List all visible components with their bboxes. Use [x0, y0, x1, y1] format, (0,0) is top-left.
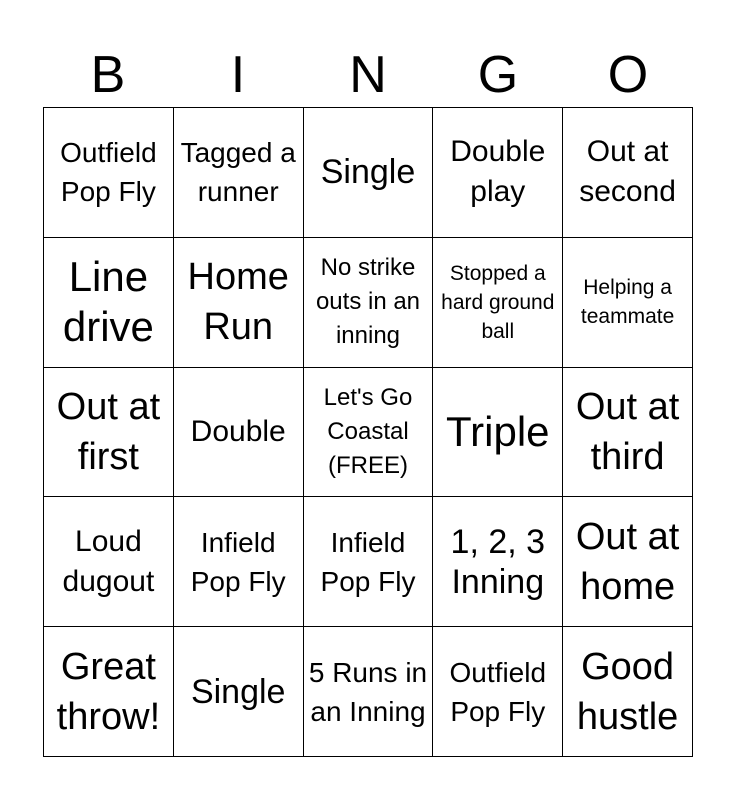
cell-label: Outfield Pop Fly	[60, 137, 157, 208]
bingo-cell[interactable]	[174, 108, 304, 238]
header-letter-n: N	[349, 46, 387, 104]
cell-label: Let's Go Coastal (FREE)	[323, 383, 413, 479]
cell-label: Out at third	[575, 385, 680, 478]
cell-label: Stopped a hard ground ball	[441, 261, 555, 343]
header-letter-i: I	[230, 46, 246, 104]
bingo-cell[interactable]	[433, 368, 563, 498]
bingo-cell[interactable]	[563, 627, 693, 757]
cell-label: Tagged a runner	[180, 137, 296, 208]
bingo-cell[interactable]	[44, 627, 174, 757]
bingo-cell[interactable]	[304, 108, 434, 238]
cell-label: Infield Pop Fly	[190, 526, 286, 597]
cell-label: Triple	[446, 407, 550, 455]
cell-label: Double play	[450, 135, 546, 209]
cell-label: 1, 2, 3 Inning	[450, 522, 546, 601]
cell-label: Outfield Pop Fly	[449, 656, 547, 727]
header-letter-g: G	[477, 46, 519, 104]
cell-label: Out at home	[575, 515, 680, 608]
header-letter-b: B	[90, 46, 126, 104]
bingo-cell[interactable]	[304, 627, 434, 757]
bingo-cell[interactable]	[304, 368, 434, 498]
cell-label: Out at second	[579, 135, 676, 209]
bingo-cell[interactable]	[433, 497, 563, 627]
cell-label: Infield Pop Fly	[320, 526, 416, 597]
bingo-cell[interactable]	[433, 108, 563, 238]
bingo-cell[interactable]	[563, 108, 693, 238]
bingo-cell[interactable]	[44, 108, 174, 238]
cell-label: 5 Runs in an Inning	[308, 656, 428, 727]
bingo-cell[interactable]	[304, 238, 434, 368]
bingo-header	[43, 44, 693, 106]
cell-label: Single	[190, 672, 286, 711]
bingo-cell[interactable]	[563, 368, 693, 498]
cell-label: Double	[190, 414, 286, 448]
bingo-cell[interactable]	[44, 238, 174, 368]
cell-label: Home Run	[187, 256, 289, 349]
bingo-cell[interactable]	[304, 497, 434, 627]
bingo-cell[interactable]	[433, 238, 563, 368]
bingo-board	[43, 107, 693, 757]
bingo-cell[interactable]	[174, 497, 304, 627]
bingo-cell[interactable]	[563, 497, 693, 627]
bingo-cell[interactable]	[44, 497, 174, 627]
cell-label: Loud dugout	[62, 524, 155, 598]
cell-label: Single	[320, 153, 416, 192]
cell-label: No strike outs in an inning	[315, 254, 421, 350]
bingo-cell[interactable]	[44, 368, 174, 498]
cell-label: Out at first	[56, 385, 161, 478]
cell-label: Helping a teammate	[580, 276, 675, 329]
cell-label: Good hustle	[576, 645, 679, 738]
cell-label: Line drive	[62, 253, 154, 351]
bingo-cell[interactable]	[563, 238, 693, 368]
bingo-cell[interactable]	[174, 238, 304, 368]
header-letter-o: O	[607, 46, 649, 104]
cell-label: Great throw!	[56, 645, 161, 738]
bingo-cell[interactable]	[174, 368, 304, 498]
bingo-cell[interactable]	[174, 627, 304, 757]
bingo-cell[interactable]	[433, 627, 563, 757]
